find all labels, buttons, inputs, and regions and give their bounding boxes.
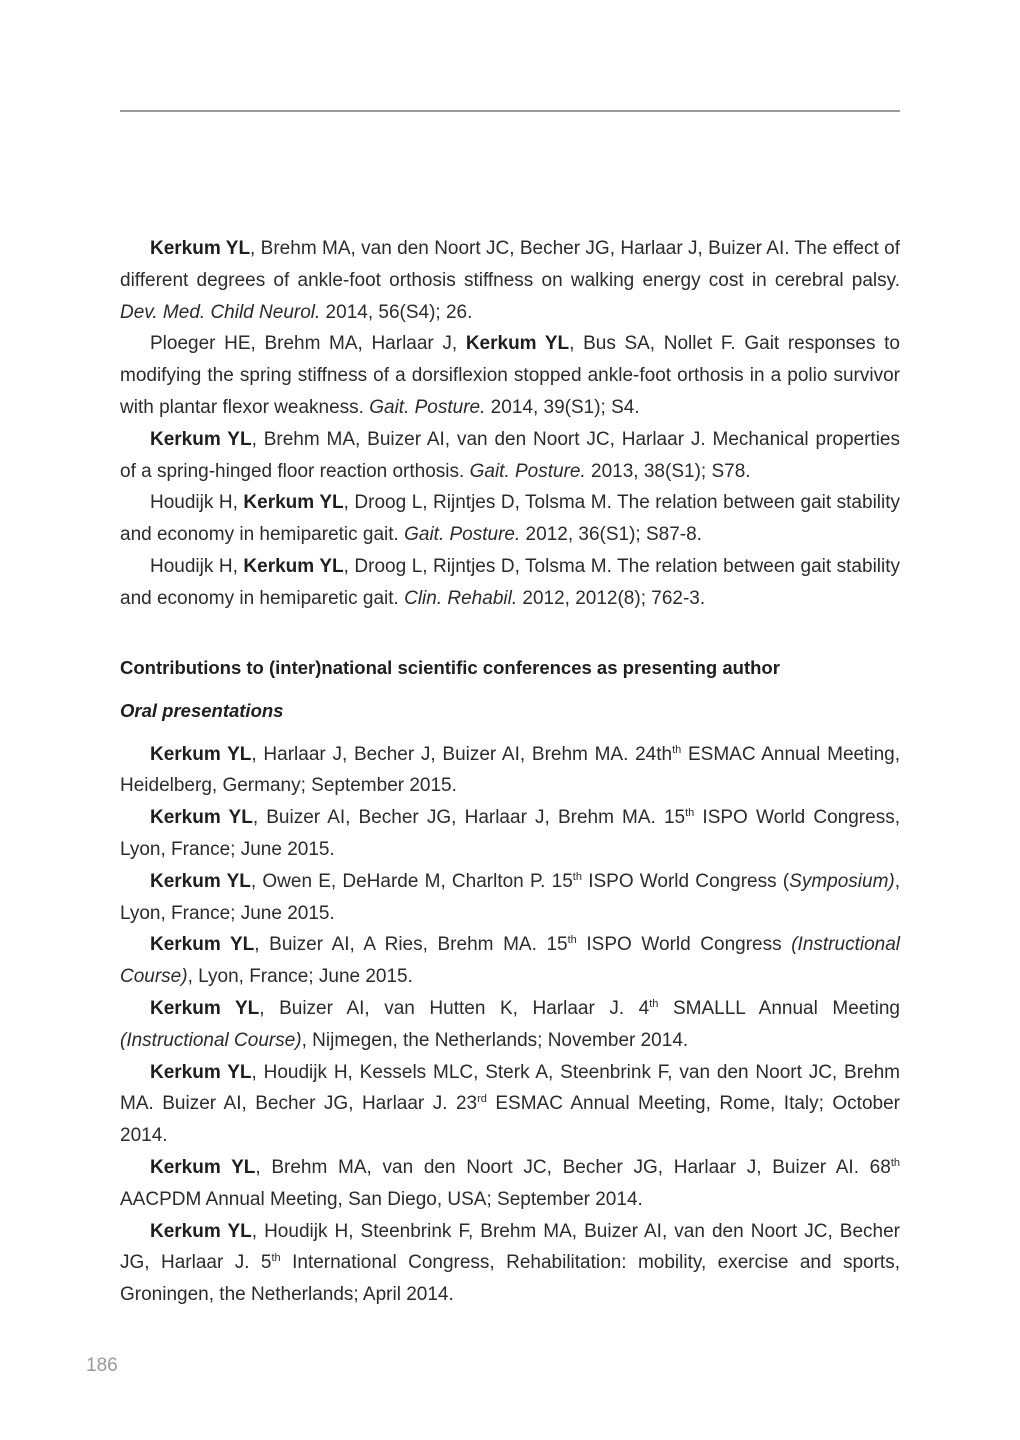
page-content xyxy=(120,233,900,1311)
author-name: Kerkum YL xyxy=(150,1061,252,1083)
ordinal-suffix: th xyxy=(567,934,577,947)
presentation-entry: Kerkum YL, Buizer AI, van Hutten K, Harlaar J. 4th SMALLL Annual Meeting (Instructional Course), Nijmegen, the Netherlands; November 2014. xyxy=(120,997,900,1051)
author-name: Kerkum YL xyxy=(150,238,251,259)
author-name: Kerkum YL xyxy=(150,997,260,1019)
author-name: Kerkum YL xyxy=(150,807,253,829)
presentation-entry: Kerkum YL, Brehm MA, van den Noort JC, Becher JG, Harlaar J, Buizer AI. 68th AACPDM Annual Meeting, San Diego, USA; September 2014. xyxy=(120,1156,900,1210)
ordinal-suffix: th xyxy=(685,807,695,820)
ordinal-suffix: th xyxy=(672,743,682,756)
author-name: Kerkum YL xyxy=(150,428,252,450)
presentation-entry: Kerkum YL, Harlaar J, Becher J, Buizer AI, Brehm MA. $24th^{th}$ ESMAC Annual Meeting, Heidelberg, Germany; September 2015. xyxy=(120,743,901,797)
ordinal-suffix: th xyxy=(649,997,659,1010)
presentation-entry: Kerkum YL, Buizer AI, Becher JG, Harlaar J, Brehm MA. 15th ISPO World Congress, Lyon, France; June 2015. xyxy=(120,807,900,860)
author-name: Kerkum YL xyxy=(150,1220,252,1242)
author-name: Kerkum YL xyxy=(243,555,344,577)
presentation-entry: Kerkum YL, Houdijk H, Kessels MLC, Sterk A, Steenbrink F, van den Noort JC, Brehm MA. Buizer AI, Becher JG, Harlaar J. 23rd ESMAC Annual Meeting, Rome, Italy; October 2014. xyxy=(120,1061,900,1147)
oral-presentation-list xyxy=(120,739,900,1311)
section-heading: Contributions to (inter)national scientific conferences as presenting author xyxy=(120,656,780,678)
presentation-entry: Kerkum YL, Buizer AI, A Ries, Brehm MA. 15th ISPO World Congress (Instructional Course), Lyon, France; June 2015. xyxy=(120,934,900,988)
journal-name: Gait. Posture. xyxy=(469,460,586,482)
publication-entry: Houdijk H, Kerkum YL, Droog L, Rijntjes D, Tolsma M. The relation between gait stability and economy in hemiparetic gait. Gait. Posture. 2012, 36(S1); S87-8. xyxy=(120,492,901,546)
ordinal-suffix: th xyxy=(271,1252,281,1265)
journal-name: Clin. Rehabil. xyxy=(404,587,518,609)
page-number: 186 xyxy=(86,1355,118,1376)
ordinal-suffix: th xyxy=(572,870,582,883)
author-name: Kerkum YL xyxy=(150,743,252,765)
publication-entry: Ploeger HE, Brehm MA, Harlaar J, Kerkum YL, Bus SA, Nollet F. Gait responses to modifying the spring stiffness of a dorsiflexion stopped ankle-foot orthosis in a polio survivor with plantar flexor weakness. Gait. Posture. 2014, 39(S1); S4. xyxy=(120,333,900,418)
presentation-entry: Kerkum YL, Houdijk H, Steenbrink F, Brehm MA, Buizer AI, van den Noort JC, Becher JG, Harlaar J. 5th International Congress, Rehabilitation: mobility, exercise and sports, Groningen, the Netherlands; April 2014. xyxy=(120,1220,901,1306)
publication-entry: Houdijk H, Kerkum YL, Droog L, Rijntjes D, Tolsma M. The relation between gait stability and economy in hemiparetic gait. Clin. Rehabil. 2012, 2012(8); 762-3. xyxy=(120,555,901,609)
author-name: Kerkum YL xyxy=(150,934,255,956)
author-name: Kerkum YL xyxy=(465,333,570,355)
author-name: Kerkum YL xyxy=(150,870,251,892)
journal-name: Gait. Posture. xyxy=(404,524,521,546)
journal-name: Gait. Posture. xyxy=(369,396,486,418)
presentation-entry: Kerkum YL, Owen E, DeHarde M, Charlton P. 15th ISPO World Congress (Symposium), Lyon, France; June 2015. xyxy=(120,870,900,924)
publication-entry: Kerkum YL, Brehm MA, van den Noort JC, Becher JG, Harlaar J, Buizer AI. The effect of different degrees of ankle-foot orthosis stiffness on walking energy cost in cerebral palsy. Dev. Med. Child Neurol. 2014, 56(S4); 26. xyxy=(120,238,900,323)
journal-name: Dev. Med. Child Neurol. xyxy=(120,301,321,323)
author-name: Kerkum YL xyxy=(243,492,344,514)
ordinal-suffix: th xyxy=(890,1156,900,1169)
ordinal-suffix: rd xyxy=(477,1093,487,1106)
header-rule xyxy=(120,110,900,112)
subsection-heading: Oral presentations xyxy=(120,699,284,721)
publication-list xyxy=(120,233,900,615)
publication-entry: Kerkum YL, Brehm MA, Buizer AI, van den Noort JC, Harlaar J. Mechanical properties of a spring-hinged floor reaction orthosis. Gait. Posture. 2013, 38(S1); S78. xyxy=(120,428,900,482)
author-name: Kerkum YL xyxy=(150,1156,256,1178)
